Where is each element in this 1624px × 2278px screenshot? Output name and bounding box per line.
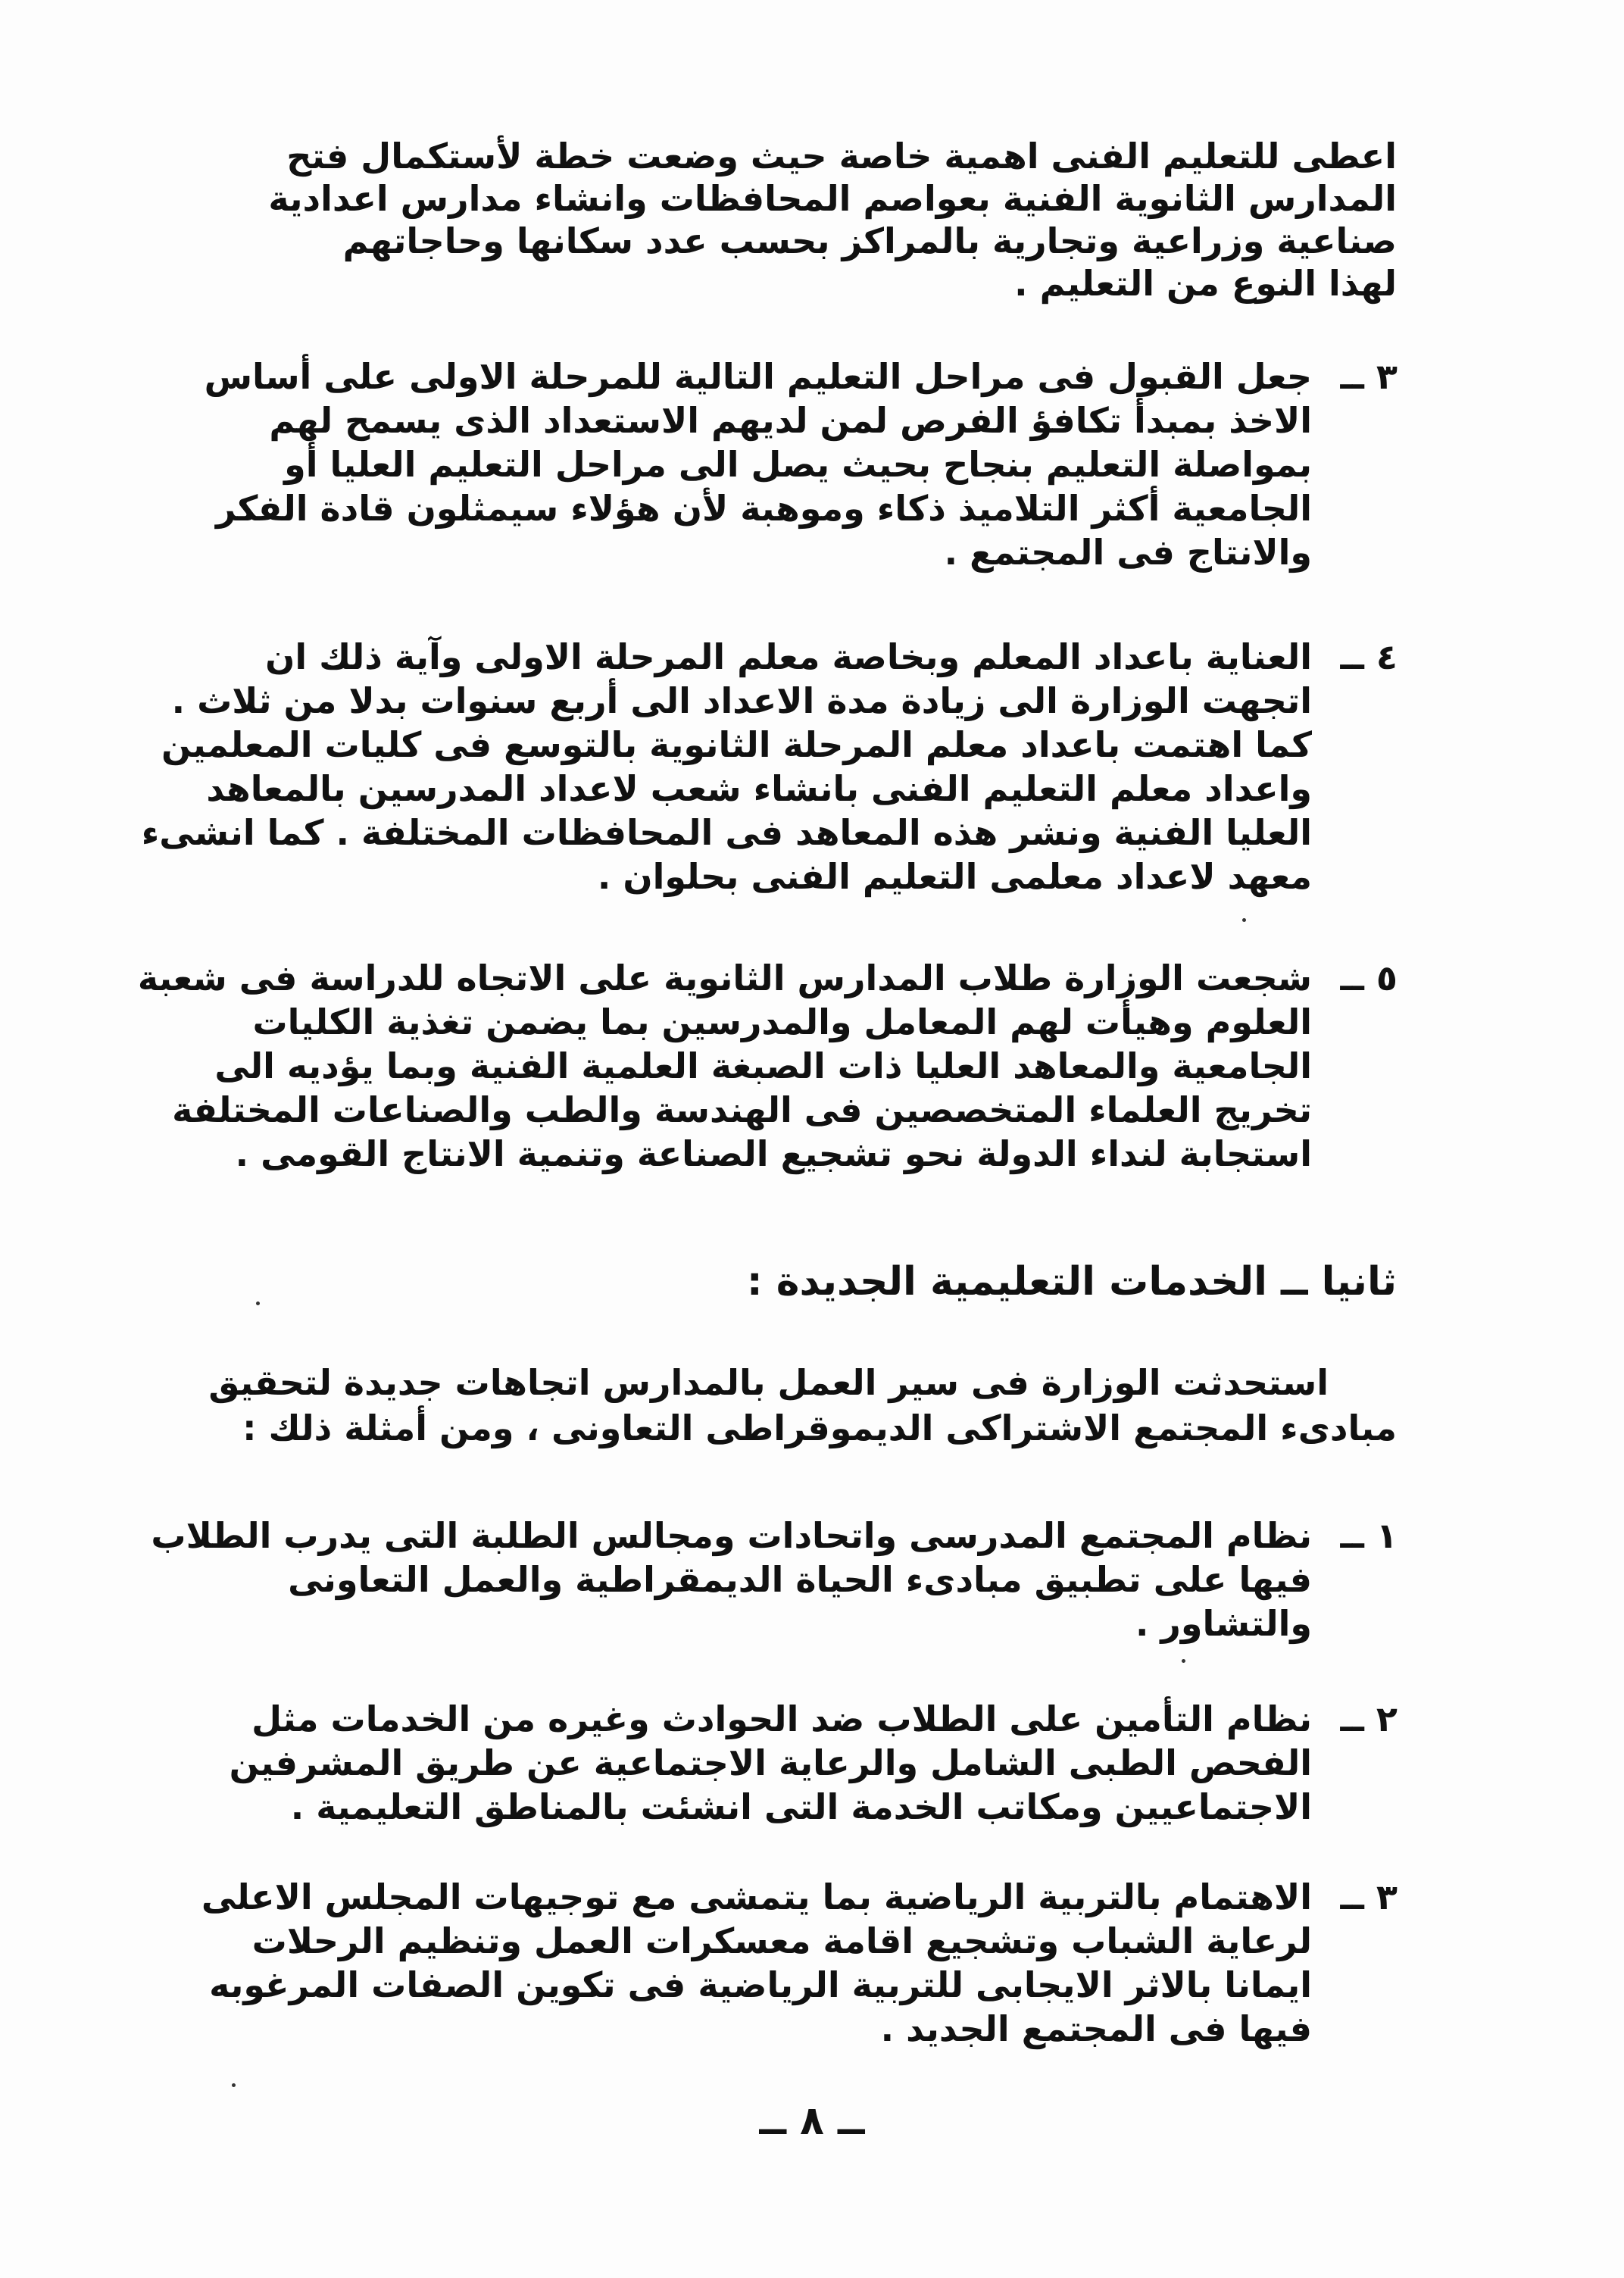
list-item [137, 956, 1398, 1176]
item-text [141, 635, 1312, 898]
intro-paragraph [208, 1360, 1397, 1451]
text-line: الجامعية أكثر التلاميذ ذكاء وموهبة لأن هؤلاء سيمثلون قادة الفكر [215, 488, 1312, 529]
text-line: استحدثت الوزارة فى سير العمل بالمدارس اتجاهات جديدة لتحقيق [208, 1362, 1329, 1403]
text-line: اتجهت الوزارة الى زيادة مدة الاعداد الى أربع سنوات بدلا من ثلاث . [171, 680, 1312, 721]
list-item [204, 355, 1398, 574]
scan-speck [232, 2083, 236, 2087]
scan-speck [256, 1301, 260, 1305]
text-line: العناية باعداد المعلم وبخاصة معلم المرحلة الاولى وآية ذلك ان [265, 636, 1312, 677]
text-line: العلوم وهيأت لهم المعامل والمدرسين بما يضمن تغذية الكليات [252, 1002, 1312, 1042]
text-line: مبادىء المجتمع الاشتراكى الديموقراطى التعاونى ، ومن أمثلة ذلك : [242, 1408, 1397, 1448]
text-line: فيها على تطبيق مبادىء الحياة الديمقراطية والعمل التعاونى [288, 1559, 1312, 1600]
item-number: ١ ــ [1340, 1515, 1398, 1556]
item-number: ٣ ــ [1340, 356, 1398, 397]
text-line: والانتاج فى المجتمع . [944, 532, 1312, 573]
text-line: لهذا النوع من التعليم . [1014, 263, 1397, 304]
text-line: نظام المجتمع المدرسى واتحادات ومجالس الطلبة التى يدرب الطلاب [151, 1515, 1312, 1556]
section-heading: ثانيا ــ الخدمات التعليمية الجديدة : [746, 1259, 1397, 1305]
text-line: المدارس الثانوية الفنية بعواصم المحافظات وانشاء مدارس اعدادية [268, 178, 1397, 219]
item-number: ٥ ــ [1340, 958, 1398, 998]
text-line: كما اهتمت باعداد معلم المرحلة الثانوية بالتوسع فى كليات المعلمين [161, 724, 1312, 765]
item-number: ٢ ــ [1340, 1698, 1398, 1739]
text-line: الاجتماعيين ومكاتب الخدمة التى انشئت بالمناطق التعليمية . [290, 1786, 1312, 1827]
item-number: ٣ ــ [1340, 1876, 1398, 1917]
text-line: شجعت الوزارة طلاب المدارس الثانوية على الاتجاه للدراسة فى شعبة [137, 958, 1312, 998]
text-line: لرعاية الشباب وتشجيع اقامة معسكرات العمل وتنظيم الرحلات [251, 1920, 1312, 1961]
text-line: الفحص الطبى الشامل والرعاية الاجتماعية عن طريق المشرفين [229, 1742, 1312, 1783]
text-line: والتشاور . [1135, 1603, 1312, 1644]
text-line: الاخذ بمبدأ تكافؤ الفرص لمن لديهم الاستعداد الذى يسمح لهم [269, 400, 1312, 441]
text-line: معهد لاعداد معلمى التعليم الفنى بحلوان . [597, 856, 1312, 897]
text-line: ايمانا بالاثر الايجابى للتربية الرياضية فى تكوين الصفات المرغوبه [209, 1964, 1312, 2005]
item-text [137, 956, 1312, 1176]
text-line: جعل القبول فى مراحل التعليم التالية للمرحلة الاولى على أساس [204, 356, 1312, 397]
item-text [204, 355, 1312, 574]
item-number: ٤ ــ [1340, 636, 1398, 677]
text-line: الجامعية والمعاهد العليا ذات الصبغة العلمية الفنية وبما يؤديه الى [214, 1045, 1312, 1086]
item-text [201, 1875, 1312, 2051]
list-item [141, 635, 1398, 898]
list-item [229, 1697, 1398, 1829]
text-line: واعداد معلم التعليم الفنى بانشاء شعب لاعداد المدرسين بالمعاهد [206, 768, 1312, 809]
text-line: استجابة لنداء الدولة نحو تشجيع الصناعة وتنمية الانتاج القومى . [235, 1133, 1312, 1174]
list-item [201, 1875, 1398, 2051]
page-number: ــ ٨ ــ [759, 2098, 865, 2144]
text-line: تخريج العلماء المتخصصين فى الهندسة والطب والصناعات المختلفة [172, 1089, 1312, 1130]
scan-speck [1242, 918, 1246, 922]
opening-paragraph [268, 135, 1397, 305]
text-line: اعطى للتعليم الفنى اهمية خاصة حيث وضعت خطة لأستكمال فتح [286, 136, 1397, 177]
item-text [151, 1514, 1312, 1645]
text-line: الاهتمام بالتربية الرياضية بما يتمشى مع توجيهات المجلس الاعلى [201, 1876, 1312, 1917]
item-text [229, 1697, 1312, 1829]
text-line: فيها فى المجتمع الجديد . [880, 2008, 1312, 2049]
scan-speck [1182, 1659, 1185, 1663]
text-line: صناعية وزراعية وتجارية بالمراكز بحسب عدد سكانها وحاجاتهم [342, 220, 1397, 261]
text-line: نظام التأمين على الطلاب ضد الحوادث وغيره من الخدمات مثل [251, 1698, 1312, 1739]
text-line: العليا الفنية ونشر هذه المعاهد فى المحافظات المختلفة . كما انشىء [141, 812, 1312, 853]
text-line: بمواصلة التعليم بنجاح بحيث يصل الى مراحل التعليم العليا أو [284, 444, 1312, 485]
list-item [151, 1514, 1398, 1645]
